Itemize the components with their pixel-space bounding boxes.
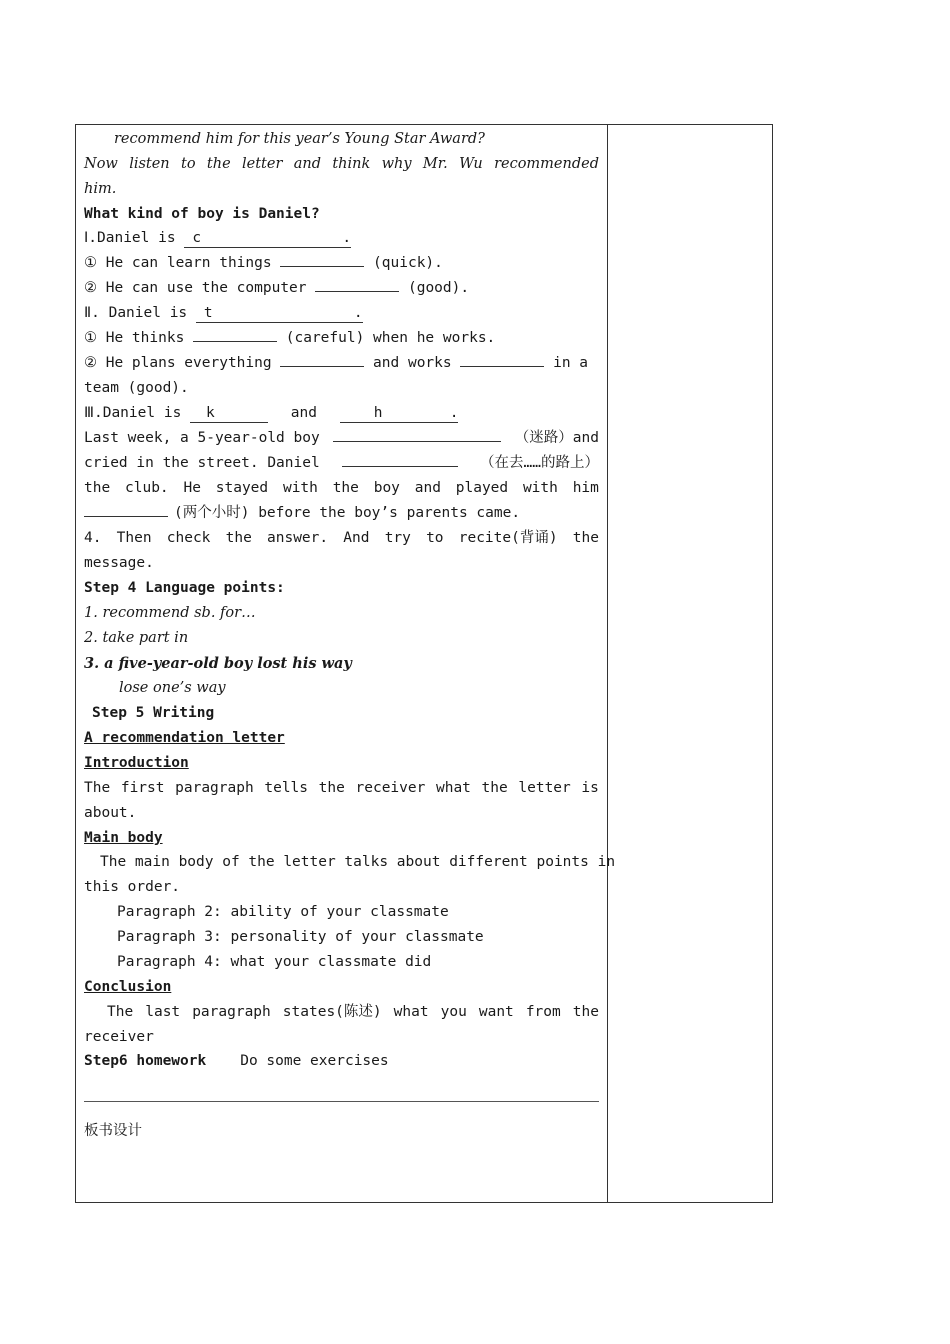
lesson-table xyxy=(75,124,773,1203)
column-divider xyxy=(607,125,608,1202)
answer-blank[interactable]: t xyxy=(196,304,354,323)
answer-blank[interactable] xyxy=(193,326,277,342)
text-line: recommend him for this year’s Young Star Award? xyxy=(114,131,485,147)
section-heading: Introduction xyxy=(84,755,189,771)
text-line: him. xyxy=(84,181,117,197)
step-4-heading: Step 4 Language points: xyxy=(84,580,285,596)
homework-line: Step6 homework Do some exercises xyxy=(84,1053,389,1069)
section-heading: Conclusion xyxy=(84,979,172,995)
language-point-sub: lose one’s way xyxy=(119,680,226,696)
question-1a: ① He can learn things (quick). xyxy=(84,251,599,276)
question-2b: ② He plans everything and works in a xyxy=(84,351,599,376)
answer-blank[interactable] xyxy=(280,351,364,367)
text-line-justified: Now listen to the letter and think why Mr. Wu recommended xyxy=(84,156,599,172)
passage-line: (两个小时) before the boy’s parents came. xyxy=(84,501,599,526)
paragraph-item: Paragraph 2: ability of your classmate xyxy=(117,904,449,920)
passage-line-justified: the club. He stayed with the boy and played with him xyxy=(84,480,599,496)
section-heading: A recommendation letter xyxy=(84,730,285,746)
answer-blank[interactable] xyxy=(333,426,501,442)
passage-line: Last week, a 5-year-old boy （迷路）and xyxy=(84,426,599,451)
text-line: receiver xyxy=(84,1029,154,1045)
board-design-label: 板书设计 xyxy=(84,1123,142,1139)
language-point: 1. recommend sb. for… xyxy=(84,605,256,621)
passage-line: cried in the street. Daniel （在去……的路上） xyxy=(84,451,599,476)
text-line-justified: The first paragraph tells the receiver what the letter is xyxy=(84,780,599,796)
answer-blank[interactable] xyxy=(460,351,544,367)
section-heading: Main body xyxy=(84,830,163,846)
paragraph-item: Paragraph 4: what your classmate did xyxy=(117,954,432,970)
question-2a: ① He thinks (careful) when he works. xyxy=(84,326,599,351)
answer-blank[interactable] xyxy=(84,501,168,517)
question-heading: What kind of boy is Daniel? xyxy=(84,206,320,222)
text-line: message. xyxy=(84,555,154,571)
question-3: Ⅲ.Daniel is k and h . xyxy=(84,405,459,421)
answer-blank[interactable]: h xyxy=(340,404,450,423)
instruction-line-justified: 4. Then check the answer. And try to recite(背诵) the xyxy=(84,530,599,546)
step-5-heading: Step 5 Writing xyxy=(92,705,215,721)
text-line: about. xyxy=(84,805,137,821)
language-point: 2. take part in xyxy=(84,630,189,646)
horizontal-rule xyxy=(84,1101,599,1102)
answer-blank[interactable] xyxy=(315,276,399,292)
language-point: 3. a five-year-old boy lost his way xyxy=(84,655,352,672)
paragraph-item: Paragraph 3: personality of your classmate xyxy=(117,929,484,945)
text-line: this order. xyxy=(84,879,181,895)
text-line-justified: The last paragraph states(陈述) what you want from the xyxy=(107,1004,599,1020)
text-line: team (good). xyxy=(84,380,189,396)
answer-blank[interactable] xyxy=(342,451,458,467)
answer-blank[interactable] xyxy=(280,251,364,267)
question-1: Ⅰ.Daniel is c . xyxy=(84,230,352,246)
question-1b: ② He can use the computer (good). xyxy=(84,276,599,301)
answer-blank[interactable]: c xyxy=(184,229,342,248)
text-line: The main body of the letter talks about different points in xyxy=(100,854,616,870)
answer-blank[interactable]: k xyxy=(190,404,268,423)
question-2: Ⅱ. Daniel is t . xyxy=(84,305,363,321)
